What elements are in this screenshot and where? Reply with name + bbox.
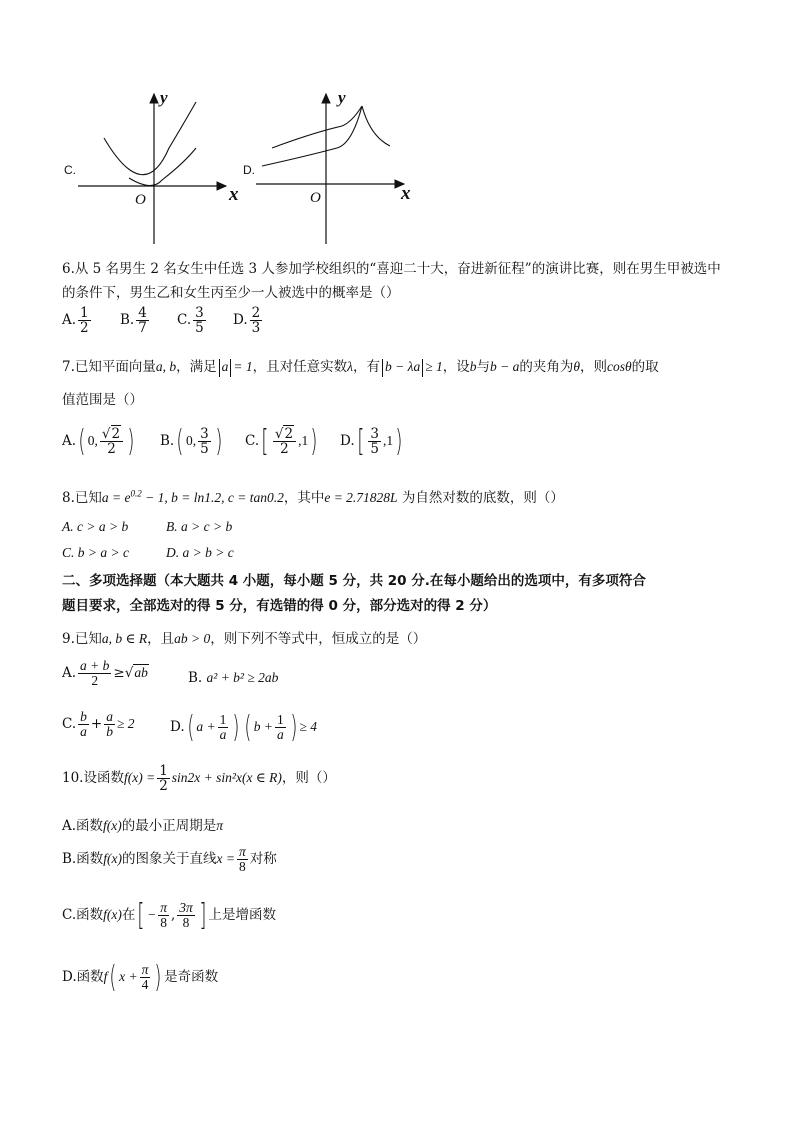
graph-d-y-label: y (338, 88, 346, 107)
graph-d-curve-upper (272, 106, 362, 148)
graph-c (74, 88, 240, 248)
q7-line1: 7.已知平面向量a, b，满足 a = 1，且对任意实数λ，有 b − λa ≥ 1，设b与b − a的夹角为θ，则cosθ的取 (62, 359, 659, 375)
q9-option-a: A. $\frac{a + b}{2}$ ≥√ab (62, 658, 148, 689)
graph-c-curve-inner (129, 148, 196, 186)
graph-d-label: D. (243, 163, 255, 177)
q6-line1: 6.从 5 名男生 2 名女生中任选 3 人参加学校组织的“喜迎二十大，奋进新征程”的演讲比赛，则在男生甲被选中 (62, 261, 721, 277)
q10-option-d: D.函数f( x + $\frac{\pi}{4}$ ) 是奇函数 (62, 960, 219, 995)
q8-option-a: A. c > a > b (62, 519, 129, 534)
q8-option-b: B. a > c > b (166, 519, 233, 534)
q6-option-b: B. $\frac{4}{7}$ (120, 305, 147, 337)
graph-c-origin: O (135, 192, 146, 208)
q6-option-a: A. $\frac{1}{2}$ (62, 305, 89, 337)
q10-option-c: C.函数f(x)在[ − $\frac{\pi}{8}$ , $\frac{3\pi}{8}$ ] 上是增函数 (62, 898, 277, 933)
q10-option-b: B.函数f(x)的图象关于直线x = $\frac{\pi}{8}$ 对称 (62, 844, 277, 875)
q8-option-d: D. a > b > c (166, 545, 234, 560)
q6-option-d: D. $\frac{2}{3}$ (233, 305, 261, 337)
q7-line2: 值范围是（） (62, 392, 143, 408)
graph-d-x-label: x (401, 183, 411, 204)
section2-heading-line1: 二、多项选择题（本大题共 4 小题，每小题 5 分，共 20 分.在每小题给出的选项中，有多项符合 (62, 573, 646, 589)
q9-option-b: B. a² + b² ≥ 2ab (188, 670, 279, 686)
q6-option-c: C. $\frac{3}{5}$ (177, 305, 204, 337)
q9-option-d: D.( a + $\frac{1}{a}$ ) ( b + $\frac{1}{a}$ ) ≥ 4 (170, 710, 318, 745)
graph-d-curve-right (362, 106, 390, 146)
q10-option-a: A.函数f(x)的最小正周期是π (62, 818, 224, 834)
q8-option-c: C. b > a > c (62, 545, 129, 560)
section2-heading-line2: 题目要求，全部选对的得 5 分，有选错的得 0 分，部分选对的得 2 分） (62, 598, 497, 614)
q7-option-a: A.( 0, $\frac{√2}{2}$ ) (62, 424, 135, 459)
graph-d (252, 88, 418, 248)
graph-c-curve-outer (104, 102, 196, 175)
graph-c-y-label: y (160, 88, 168, 107)
q7-option-b: B.( 0, $\frac{3}{5}$ ) (160, 424, 223, 459)
q7-option-d: D.[ $\frac{3}{5}$ ,1) (340, 424, 403, 459)
q10-stem: 10.设函数f(x) = $\frac{1}{2}$ sin2x + sin²x(x ∈ R)，则（） (62, 763, 336, 795)
q9-option-c: C. $\frac{b}{a}$ + $\frac{a}{b}$ ≥ 2 (62, 709, 135, 740)
graph-d-origin: O (310, 190, 321, 206)
q9-stem: 9.已知a, b ∈ R，且ab > 0，则下列不等式中，恒成立的是（） (62, 631, 427, 647)
q7-option-c: C.[ $\frac{√2}{2}$ ,1) (245, 424, 318, 459)
q8-stem: 8.已知$a = e^{0.2} - 1$, b = ln1.2, c = tan0.2，其中e = 2.71828L 为自然对数的底数，则（） (62, 488, 564, 506)
graph-d-curve-lower (262, 106, 362, 166)
q6-line2: 的条件下，男生乙和女生丙至少一人被选中的概率是（） (62, 285, 400, 301)
graph-c-label: C. (64, 163, 76, 177)
graph-c-x-label: x (229, 184, 239, 205)
